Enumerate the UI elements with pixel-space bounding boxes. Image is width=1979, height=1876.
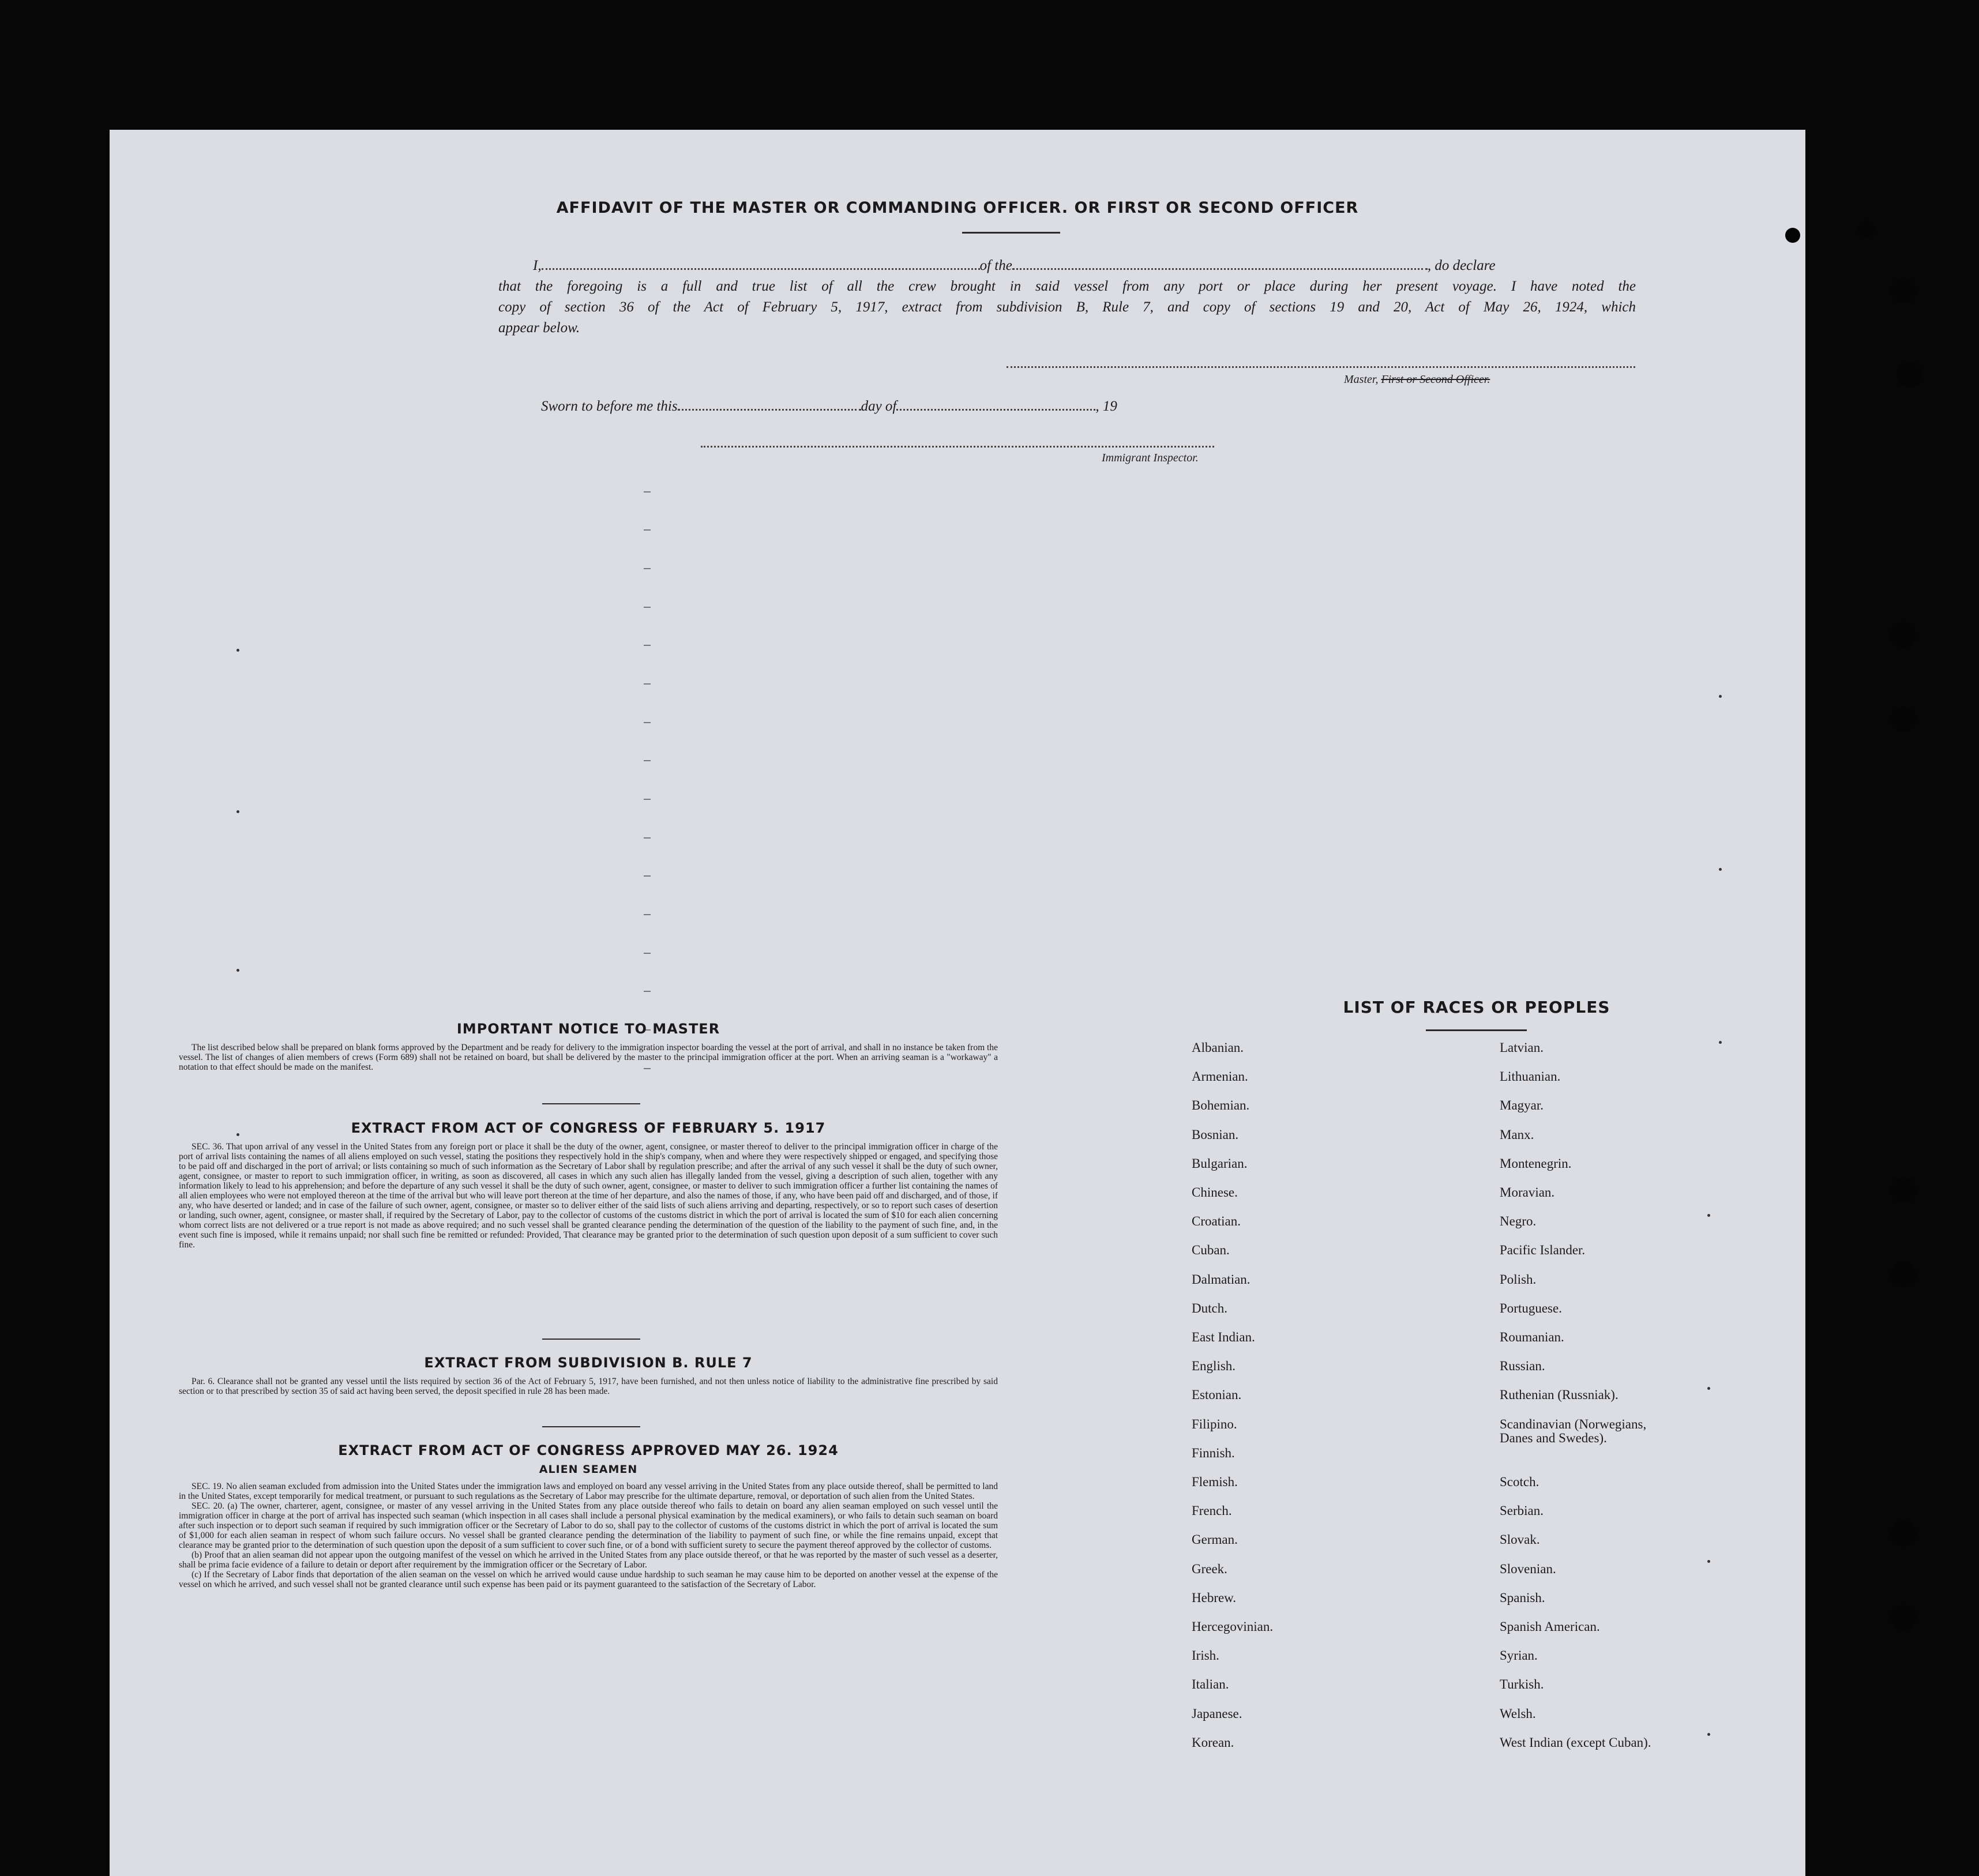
margin-dot [1719,868,1722,871]
race-item: Japanese. [1192,1706,1242,1721]
margin-tick [644,722,651,723]
race-item: Greek. [1192,1561,1227,1576]
margin-dot [1707,1387,1710,1390]
notice-title: IMPORTANT NOTICE TO MASTER [456,1021,720,1037]
margin-dot [1719,1041,1722,1044]
race-item: Slovak. [1500,1532,1540,1547]
rule-7-divider [542,1426,640,1427]
margin-tick [644,491,651,493]
extract-1917-divider [542,1339,640,1340]
margin-tick [644,953,651,954]
par-6-paragraph: Par. 6. Clearance shall not be granted any vessel until the lists required by section 36 of the Act of February 5, 1917, have been furnished, and not then unless notice of liability to the administrative fine prescribed by said section or to that prescribed by section 35 of said act having been served, the deposit specified in rule 28 has been made. [179,1377,998,1396]
race-item: Ruthenian (Russniak). [1500,1388,1619,1403]
race-item: Flemish. [1192,1475,1238,1489]
race-item: Latvian. [1500,1040,1544,1055]
race-item: Scandinavian (Norwegians, Danes and Swedes). [1500,1416,1647,1445]
binding-hole [1891,1521,1916,1546]
race-item: Magyar. [1500,1098,1544,1113]
race-item: East Indian. [1192,1330,1255,1344]
race-item: Armenian. [1192,1069,1248,1084]
race-item: Polish. [1500,1272,1537,1287]
day-of-label: day of [861,398,897,414]
race-item: Serbian. [1500,1503,1544,1518]
race-item: Bulgarian. [1192,1156,1248,1171]
alien-seamen-subtitle: ALIEN SEAMEN [539,1463,638,1476]
race-item: Finnish. [1192,1445,1235,1460]
race-item: Moravian. [1500,1185,1555,1200]
race-item: Lithuanian. [1500,1069,1561,1084]
sec-20b-paragraph: (b) Proof that an alien seaman did not appear upon the outgoing manifest of the vessel on which he arrived in the United States from any place outside thereof, or that he was reported by the master of such vessel as a deserter, shall be prima facie evidence of a failure to detain or deport after requirement by the immigration officer or the Secretary of Labor. [179,1550,998,1570]
race-item: Croatian. [1192,1214,1241,1229]
race-item: Hebrew. [1192,1590,1237,1605]
sec-20a-paragraph: SEC. 20. (a) The owner, charterer, agent, consignee, or master of any vessel arriving in the United States from any place outside thereof who fails to detain on board any alien seaman employed on such vessel until the immigration officer in charge at the port of arrival has inspected such seaman (which inspection in all cases shall include a personal physical examination by the medical examiners), or who fails to detain such seaman on board after such inspection or to deport such seaman if required by such immigration officer or the Secretary of Labor to do so, shall pay to the collector of customs of the customs district in which the port of arrival is located the sum of $1,000 for each alien seaman in respect of whom such failure occurs. No vessel shall be granted clearance pending the determination of the liability to payment of such fine, or while the fine remains unpaid, except that clearance may be granted prior to the determination of such question upon the deposit of a sum sufficient to cover such fine, or of a bond with sufficient surety to secure the payment thereof approved by the collector of customs. [179,1501,998,1550]
i-label: I, [533,258,542,273]
notice-divider [542,1103,640,1104]
document-page [110,130,1805,1876]
race-item: Spanish American. [1500,1619,1600,1634]
year-label: , 19 [1095,398,1117,414]
race-item: Pacific Islander. [1500,1243,1586,1258]
margin-tick [644,991,651,992]
race-item: Cuban. [1192,1243,1230,1258]
notice-text [179,1043,998,1072]
affidavit-line-4: appear below. [498,320,580,336]
margin-tick [644,529,651,531]
race-item: Dalmatian. [1192,1272,1251,1287]
sec-36-paragraph: SEC. 36. That upon arrival of any vessel in the United States from any foreign port or place it shall be the duty of the owner, agent, consignee, or master thereof to deliver to the principal immigration officer in charge of the port of arrival lists containing the names of all aliens employed on such vessel, stating the positions they respectively hold in the ship's company, when and where they were respectively shipped or engaged, and specifying those to be paid off and discharged in the port of arrival; or lists containing so much of such information as the Secretary of Labor shall by regulation prescribe; and after the arrival of any such vessel it shall be the duty of such owner, agent, consignee, or master to report to such immigration officer, in writing, as soon as discovered, all cases in which any such alien has illegally landed from the vessel, giving a description of such alien, together with any information likely to lead to his apprehension; and before the departure of any such vessel it shall be the duty of such owner, agent, consignee, or master to deliver to such immigration officer a further list containing the names of all alien employees who were not employed thereon at the time of the arrival but who will leave port thereon at the time of her departure, and also the names of those, if any, who have been paid off and discharged, and of those, if any, who have deserted or landed; and in case of the failure of such owner, agent, consignee, or master so to deliver either of the said lists of such aliens arriving and departing, respectively, or so to report such cases of desertion or landing, such owner, agent, consignee, or master shall, if required by the Secretary of Labor, pay to the collector of customs of the customs district in which the port of arrival is located the sum of $10 for each alien concerning whom correct lists are not delivered or a true report is not made as above required; and no such vessel shall be granted clearance pending the determination of the question of the liability to the payment of such fine, and, in the event such fine is imposed, while it remains unpaid; nor shall such fine be remitted or refunded: Provided, That clearance may be granted prior to the determination of such question upon deposit of a sum sufficient to cover such fine. [179,1142,998,1250]
margin-dot [236,969,239,972]
binding-hole [1890,622,1916,648]
race-item: Portuguese. [1500,1300,1562,1315]
race-item: Chinese. [1192,1185,1238,1200]
race-item: Syrian. [1500,1648,1538,1663]
margin-tick [644,760,651,761]
margin-tick [644,914,651,915]
race-item: Slovenian. [1500,1561,1556,1576]
master-signature-field[interactable] [1007,366,1635,368]
extract-1917-text [179,1142,998,1250]
name-field[interactable] [542,268,980,270]
sworn-day-field[interactable] [678,409,861,411]
margin-dot [236,649,239,652]
affidavit-title: AFFIDAVIT OF THE MASTER OR COMMANDING OFFICER. OR FIRST OR SECOND OFFICER [556,199,1359,217]
sworn-label: Sworn to before me this [541,398,678,414]
margin-dot [1719,695,1722,698]
do-declare-label: , do declare [1427,258,1496,273]
race-item: Montenegrin. [1500,1156,1572,1171]
of-the-label: of the [979,258,1012,273]
extract-1924-text [179,1482,998,1589]
race-item: Italian. [1192,1677,1229,1692]
binding-hole [1891,706,1916,732]
race-item: Korean. [1192,1735,1234,1750]
race-item: Hercegovinian. [1192,1619,1274,1634]
race-item: Turkish. [1500,1677,1544,1692]
margin-dot [236,810,239,813]
margin-tick [644,645,651,646]
affidavit-body [498,255,1636,339]
race-item: Estonian. [1192,1388,1242,1403]
margin-dot [1707,1733,1710,1736]
race-item: Scotch. [1500,1475,1539,1489]
race-item: Negro. [1500,1214,1537,1229]
race-item: Russian. [1500,1359,1545,1374]
margin-tick [644,799,651,800]
margin-tick [644,875,651,877]
affidavit-line-2: that the foregoing is a full and true list of all the crew brought in said vessel from any port or place during her present voyage. I have noted the [498,279,1636,294]
extract-1924-title: EXTRACT FROM ACT OF CONGRESS APPROVED MAY 26. 1924 [338,1442,839,1458]
race-item: Irish. [1192,1648,1219,1663]
race-item: Welsh. [1500,1706,1536,1721]
sworn-line [541,396,1117,417]
affidavit-line-3: copy of section 36 of the Act of February 5, 1917, extract from subdivision B, Rule 7, and copy of sections 19 and 20, Act of May 26, 1924, which [498,299,1636,315]
binding-hole [1891,1605,1916,1630]
binding-hole-small [1858,221,1875,237]
binding-hole [1891,278,1916,303]
extract-1917-title: EXTRACT FROM ACT OF CONGRESS OF FEBRUARY 5. 1917 [351,1120,826,1136]
sec-20c-paragraph: (c) If the Secretary of Labor finds that deportation of the alien seaman on the vessel on which he arrived would cause undue hardship to such seaman he may cause him to be deported on another vessel at the expense of the vessel on which he arrived, and such vessel shall not be granted clearance until such expense has been paid or its payment guaranteed to the satisfaction of the Secretary of Labor. [179,1570,998,1589]
binding-hole [1891,1178,1916,1203]
master-label: Master, [1344,373,1379,386]
rule-7-text [179,1377,998,1396]
race-item: West Indian (except Cuban). [1500,1735,1651,1750]
vessel-field[interactable] [1012,268,1428,270]
race-item: German. [1192,1532,1238,1547]
master-signature-label [1344,373,1490,386]
notice-paragraph: The list described below shall be prepared on blank forms approved by the Department and be ready for delivery to the immigration inspector boarding the vessel at the port of arrival, and shall in no instance be taken from the vessel. The list of changes of alien members of crews (Form 689) shall not be retained on board, but shall be delivered by the master to the principal immigration officer at the port. When an arriving seaman is a "workaway" a notation to that effect should be made on the manifest. [179,1043,998,1072]
race-item: Albanian. [1192,1040,1244,1055]
sworn-month-field[interactable] [896,409,1095,411]
race-item: Spanish. [1500,1590,1545,1605]
rule-7-title: EXTRACT FROM SUBDIVISION B. RULE 7 [424,1355,753,1371]
binding-hole [1897,362,1922,388]
race-item: Bohemian. [1192,1098,1250,1113]
struck-officer-label: First or Second Officer. [1381,373,1490,386]
race-item: Roumanian. [1500,1330,1564,1344]
race-item: French. [1192,1503,1232,1518]
binding-hole-small [1785,228,1800,243]
races-title: LIST OF RACES OR PEOPLES [1343,998,1610,1017]
margin-dot [1707,1214,1710,1217]
races-underline [1426,1029,1527,1031]
inspector-label: Immigrant Inspector. [1102,452,1199,464]
binding-hole [1891,1262,1916,1287]
title-underline [962,232,1060,234]
race-item: Manx. [1500,1127,1534,1142]
sec-19-paragraph: SEC. 19. No alien seaman excluded from admission into the United States under the immigration laws and employed on board any vessel arriving in the United States from any place outside thereof, shall be permitted to land in the United States, except temporarily for medical treatment, or pursuant to such regulations as the Secretary of Labor may prescribe for the ultimate departure, removal, or deportation of such alien from the United States. [179,1482,998,1501]
margin-tick [644,607,651,608]
margin-dot [1707,1560,1710,1563]
race-item: English. [1192,1359,1236,1374]
affidavit-line-1 [498,255,1636,276]
inspector-signature-field[interactable] [701,446,1214,448]
race-item: Bosnian. [1192,1127,1239,1142]
race-item: Filipino. [1192,1416,1237,1431]
margin-tick [644,837,651,839]
margin-tick [644,568,651,569]
margin-tick [644,683,651,685]
race-item: Dutch. [1192,1300,1227,1315]
